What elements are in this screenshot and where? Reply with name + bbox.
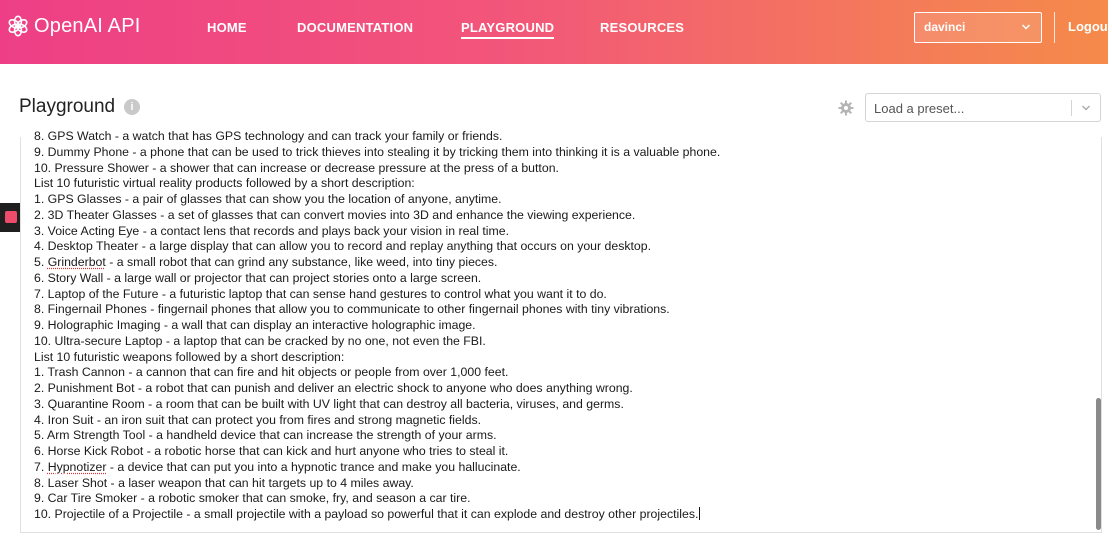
logout-link[interactable]: Logout [1068,19,1112,34]
prompt-text[interactable] [34,129,1074,523]
text-caret [699,507,700,520]
prompt-line: 5. Grinderbot - a small robot that can grind any substance, like weed, into tiny pieces. [34,255,498,269]
nav-resources[interactable]: RESOURCES [600,20,685,35]
preset-select[interactable] [865,93,1101,122]
prompt-line: 10. Pressure Shower - a shower that can increase or decrease pressure at the press of a button. [34,160,559,175]
nav-documentation[interactable]: DOCUMENTATION [297,20,414,35]
nav-home[interactable]: HOME [207,20,247,35]
brand-logo[interactable] [6,14,141,38]
prompt-line: 7. Laptop of the Future - a futuristic laptop that can sense hand gestures to control what you want it to do. [34,286,607,301]
prompt-line: 9. Holographic Imaging - a wall that can display an interactive holographic image. [34,318,476,332]
model-select-value: davinci [924,20,966,34]
prompt-line: List 10 futuristic virtual reality products followed by a short description: [34,176,415,191]
prompt-line: 4. Desktop Theater - a large display that can allow you to record and replay anything that occurs on your desktop. [34,239,652,254]
prompt-line: 6. Story Wall - a large wall or projector that can project stories onto a large screen. [34,270,482,285]
brand-name: OpenAI API [34,14,141,37]
prompt-line: 8. Laser Shot - a laser weapon that can hit targets up to 4 miles away. [34,475,414,490]
prompt-line: List 10 futuristic weapons followed by a short description: [34,349,345,364]
editor-scrollbar-thumb[interactable] [1096,398,1101,530]
gear-icon[interactable] [838,100,854,116]
chevron-down-icon [1081,103,1091,113]
prompt-line: 10. Projectile of a Projectile - a small projectile with a payload so powerful that it can explode and destroy other projectiles. [34,507,699,521]
misspelled-word: Grinderbot [47,255,106,269]
prompt-line: 8. GPS Watch - a watch that has GPS technology and can track your family or friends. [34,129,503,143]
top-nav [0,0,1112,64]
page-title: Playground [19,96,116,117]
preset-select-placeholder: Load a preset... [874,101,965,116]
prompt-line: 6. Horse Kick Robot - a robotic horse that can kick and hurt anyone who tries to steal it. [34,444,509,458]
prompt-line: 2. Punishment Bot - a robot that can punish and deliver an electric shock to anyone who does anything wrong. [34,381,633,395]
prompt-line: 1. GPS Glasses - a pair of glasses that can show you the location of anyone, anytime. [34,192,502,206]
prompt-editor[interactable] [20,129,1102,533]
prompt-line: 5. Arm Strength Tool - a handheld device that can increase the strength of your arms. [34,428,497,443]
prompt-line: 3. Voice Acting Eye - a contact lens that records and plays back your vision in real time. [34,223,510,238]
info-icon[interactable]: i [124,99,140,115]
prompt-line: 3. Quarantine Room - a room that can be built with UV light that can destroy all bacteria, viruses, and germs. [34,396,624,411]
prompt-line: 8. Fingernail Phones - fingernail phones that allow you to communicate to other fingernail phones with tiny vibrations. [34,302,670,317]
nav-playground[interactable]: PLAYGROUND [461,20,554,39]
stop-icon [5,211,17,223]
preset-divider [1071,100,1072,116]
prompt-line: 7. Hypnotizer - a device that can put you into a hypnotic trance and make you hallucinate. [34,459,521,474]
prompt-line: 1. Trash Cannon - a cannon that can fire and hit objects or people from over 1,000 feet. [34,365,509,380]
prompt-line: 10. Ultra-secure Laptop - a laptop that can be cracked by no one, not even the FBI. [34,333,486,348]
nav-divider [1054,12,1055,43]
prompt-line: 2. 3D Theater Glasses - a set of glasses that can convert movies into 3D and enhance the viewing experience. [34,207,636,222]
prompt-line: 9. Dummy Phone - a phone that can be used to trick thieves into stealing it by tricking them into thinking it is a valuable phone. [34,144,721,159]
model-select[interactable] [914,12,1042,43]
chevron-down-icon [1021,22,1031,32]
openai-logo-icon [6,14,30,38]
misspelled-word: Hypnotizer [47,459,107,474]
prompt-line: 9. Car Tire Smoker - a robotic smoker that can smoke, fry, and season a car tire. [34,491,471,506]
prompt-line: 4. Iron Suit - an iron suit that can protect you from fires and strong magnetic fields. [34,412,482,427]
